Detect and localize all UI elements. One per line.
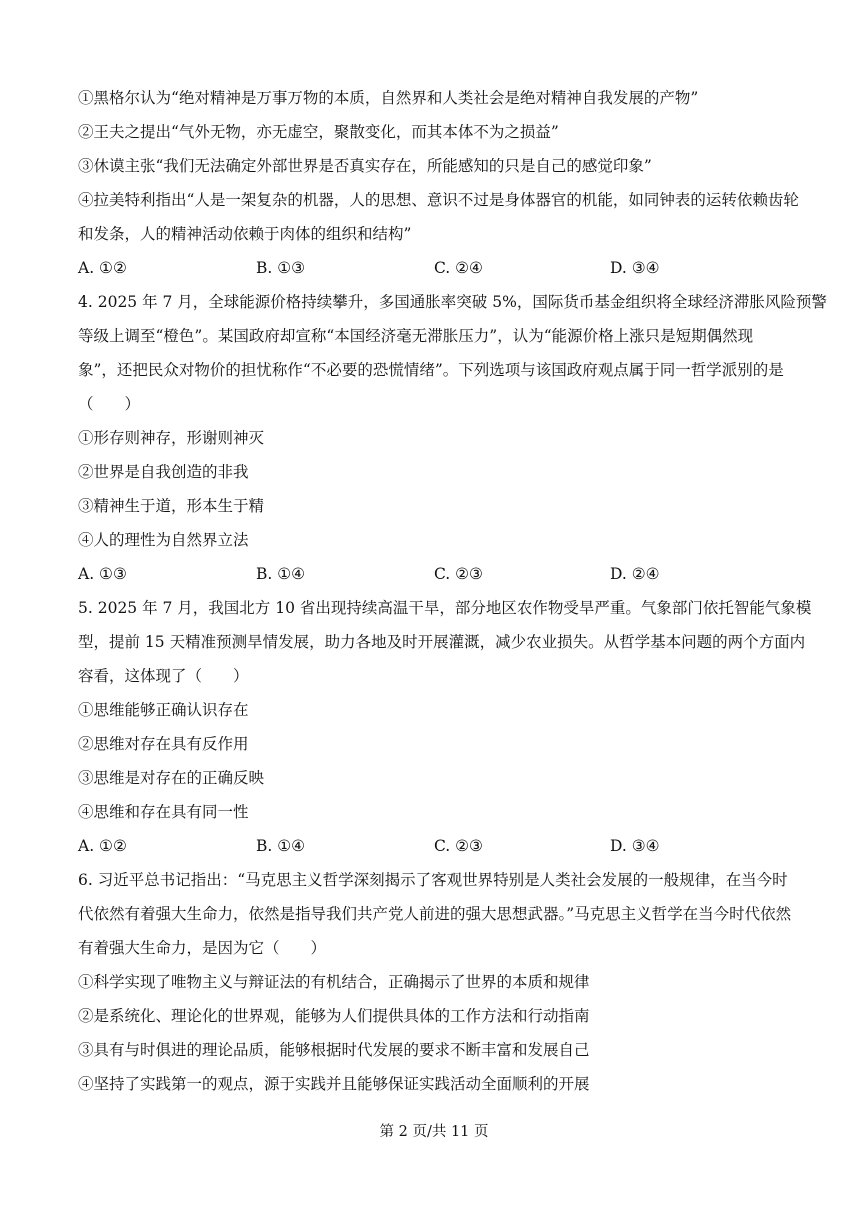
q3-option-a: A. ①② xyxy=(78,259,127,277)
q4-option-a: A. ①③ xyxy=(78,565,127,583)
q6-stem-2: 代依然有着强大生命力，依然是指导我们共产党人前进的强大思想武器。”马克思主义哲学在当今时代依然 xyxy=(78,905,792,923)
q4-option-c: C. ②③ xyxy=(434,565,483,583)
q3-item-4-cont: 和发条，人的精神活动依赖于肉体的组织和结构” xyxy=(78,225,412,243)
q5-stem-1: 5. 2025 年 7 月，我国北方 10 省出现持续高温干旱，部分地区农作物受旱严重。气象部门依托智能气象模 xyxy=(78,599,812,617)
q4-option-b: B. ①④ xyxy=(256,565,306,583)
q5-item-2: ②思维对存在具有反作用 xyxy=(78,735,249,753)
q5-options xyxy=(78,836,798,856)
q4-item-1: ①形存则神存，形谢则神灭 xyxy=(78,429,265,447)
q3-item-3: ③休谟主张“我们无法确定外部世界是否真实存在，所能感知的只是自己的感觉印象” xyxy=(78,157,652,175)
q4-item-3: ③精神生于道，形本生于精 xyxy=(78,497,265,515)
q4-stem-4: （ ） xyxy=(78,395,141,413)
q3-option-d: D. ③④ xyxy=(610,259,660,277)
q4-stem-2: 等级上调至“橙色”。某国政府却宣称“本国经济毫无滞胀压力”，认为“能源价格上涨只是短期偶然现 xyxy=(78,327,754,345)
page-footer: 第 2 页/共 11 页 xyxy=(379,1124,489,1140)
q6-item-1: ①科学实现了唯物主义与辩证法的有机结合，正确揭示了世界的本质和规律 xyxy=(78,973,590,991)
q6-stem-1: 6. 习近平总书记指出：“马克思主义哲学深刻揭示了客观世界特别是人类社会发展的一般规律，在当今时 xyxy=(78,871,788,889)
q4-stem-1: 4. 2025 年 7 月，全球能源价格持续攀升，多国通胀率突破 5%，国际货币基金组织将全球经济滞胀风险预警 xyxy=(78,293,827,311)
q5-option-a: A. ①② xyxy=(78,837,127,855)
q3-item-1: ①黑格尔认为“绝对精神是万事万物的本质，自然界和人类社会是绝对精神自我发展的产物” xyxy=(78,89,699,107)
q6-stem-3: 有着强大生命力，是因为它（ ） xyxy=(78,939,327,957)
q6-item-3: ③具有与时俱进的理论品质，能够根据时代发展的要求不断丰富和发展自己 xyxy=(78,1041,590,1059)
q4-item-2: ②世界是自我创造的非我 xyxy=(78,463,249,481)
q3-options xyxy=(78,258,798,278)
q5-item-4: ④思维和存在具有同一性 xyxy=(78,803,249,821)
q6-item-2: ②是系统化、理论化的世界观，能够为人们提供具体的工作方法和行动指南 xyxy=(78,1007,590,1025)
q5-item-3: ③思维是对存在的正确反映 xyxy=(78,769,265,787)
q5-item-1: ①思维能够正确认识存在 xyxy=(78,701,249,719)
q5-stem-2: 型，提前 15 天精准预测旱情发展，助力各地及时开展灌溉，减少农业损失。从哲学基本问题的两个方面内 xyxy=(78,633,806,651)
q5-option-c: C. ②③ xyxy=(434,837,483,855)
q4-options xyxy=(78,564,798,584)
q5-option-b: B. ①④ xyxy=(256,837,306,855)
q3-option-c: C. ②④ xyxy=(434,259,483,277)
q5-stem-3: 容看，这体现了（ ） xyxy=(78,667,249,685)
q4-item-4: ④人的理性为自然界立法 xyxy=(78,531,249,549)
q6-item-4: ④坚持了实践第一的观点，源于实践并且能够保证实践活动全面顺利的开展 xyxy=(78,1075,590,1093)
q3-item-4: ④拉美特利指出“人是一架复杂的机器，人的思想、意识不过是身体器官的机能，如同钟表的运转依赖齿轮 xyxy=(78,191,799,209)
q4-option-d: D. ②④ xyxy=(610,565,660,583)
q5-option-d: D. ③④ xyxy=(610,837,660,855)
q4-stem-3: 象”，还把民众对物价的担忧称作“不必要的恐慌情绪”。下列选项与该国政府观点属于同一哲学派别的是 xyxy=(78,361,784,379)
q3-option-b: B. ①③ xyxy=(256,259,306,277)
q3-item-2: ②王夫之提出“气外无物，亦无虚空，聚散变化，而其本体不为之损益” xyxy=(78,123,559,141)
